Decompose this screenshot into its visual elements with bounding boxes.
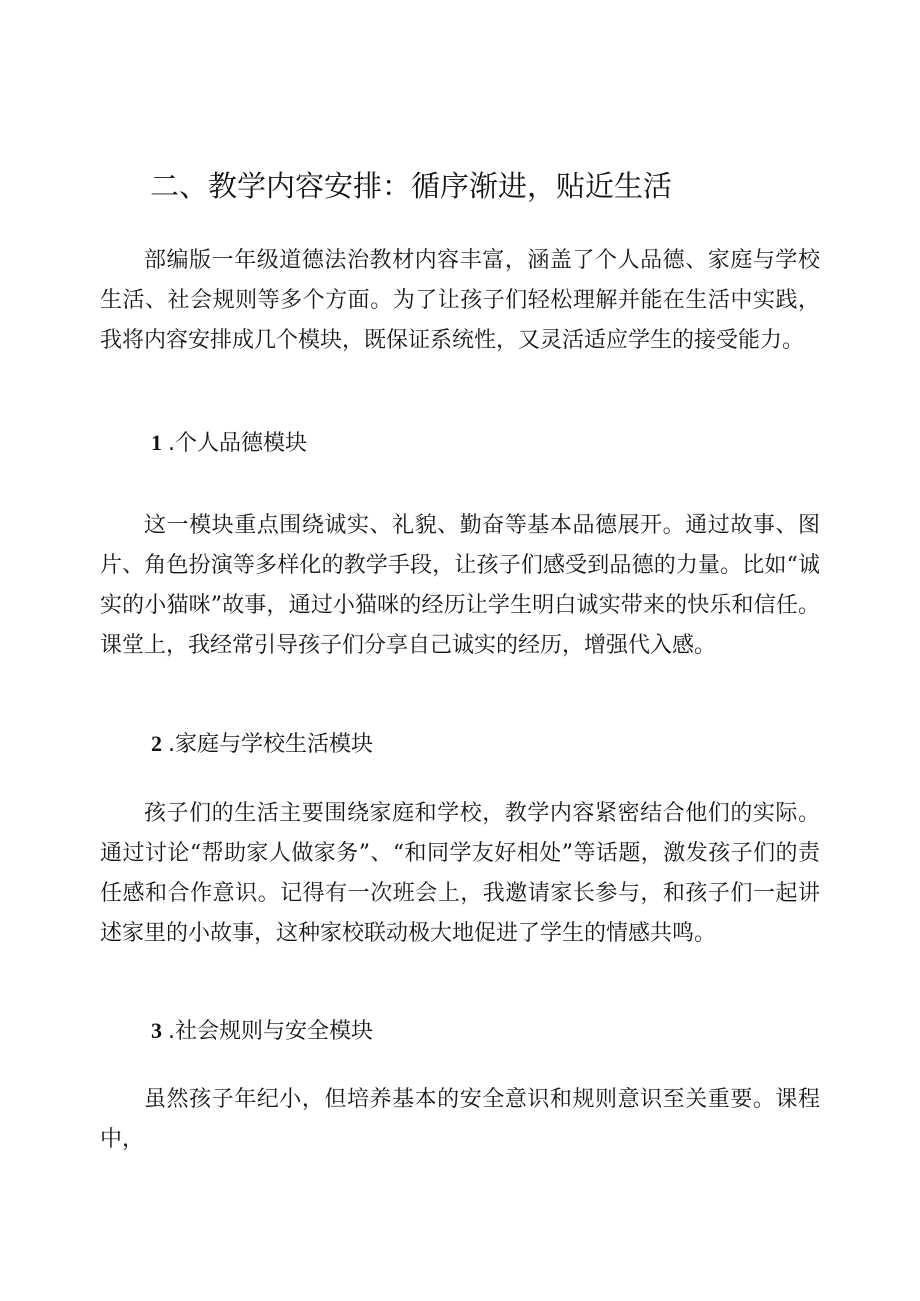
- module-3-paragraph: 虽然孩子年纪小，但培养基本的安全意识和规则意识至关重要。课程中，: [100, 1087, 820, 1152]
- intro-paragraph: 部编版一年级道德法治教材内容丰富，涵盖了个人品德、家庭与学校生活、社会规则等多个方面。为了让孩子们轻松理解并能在生活中实践，我将内容安排成几个模块，既保证系统性，又灵活适应学生的接受能力。: [100, 248, 820, 353]
- module-3-number: 3: [151, 1018, 162, 1043]
- section-heading: 二、教学内容安排：循序渐进，贴近生活: [150, 169, 673, 203]
- module-3-heading: [151, 1013, 373, 1050]
- module-2-paragraph: 孩子们的生活主要围绕家庭和学校，教学内容紧密结合他们的实际。通过讨论“帮助家人做家务”、“和同学友好相处”等话题，激发孩子们的责任感和合作意识。记得有一次班会上，我邀请家长参与，和孩子们一起讲述家里的小故事，这种家校联动极大地促进了学生的情感共鸣。: [100, 801, 820, 946]
- module-1-heading: [151, 425, 307, 462]
- module-1-paragraph: 这一模块重点围绕诚实、礼貌、勤奋等基本品德展开。通过故事、图片、角色扮演等多样化的教学手段，让孩子们感受到品德的力量。比如“诚实的小猫咪”故事，通过小猫咪的经历让学生明白诚实带来的快乐和信任。课堂上，我经常引导孩子们分享自己诚实的经历，增强代入感。: [100, 513, 820, 658]
- module-3-title: .社会规则与安全模块: [168, 1019, 373, 1044]
- module-1-title: .个人品德模块: [168, 431, 307, 456]
- module-2-number: 2: [151, 731, 162, 756]
- module-2-title: .家庭与学校生活模块: [168, 732, 373, 757]
- module-2-heading: [151, 726, 373, 763]
- module-1-number: 1: [151, 430, 162, 455]
